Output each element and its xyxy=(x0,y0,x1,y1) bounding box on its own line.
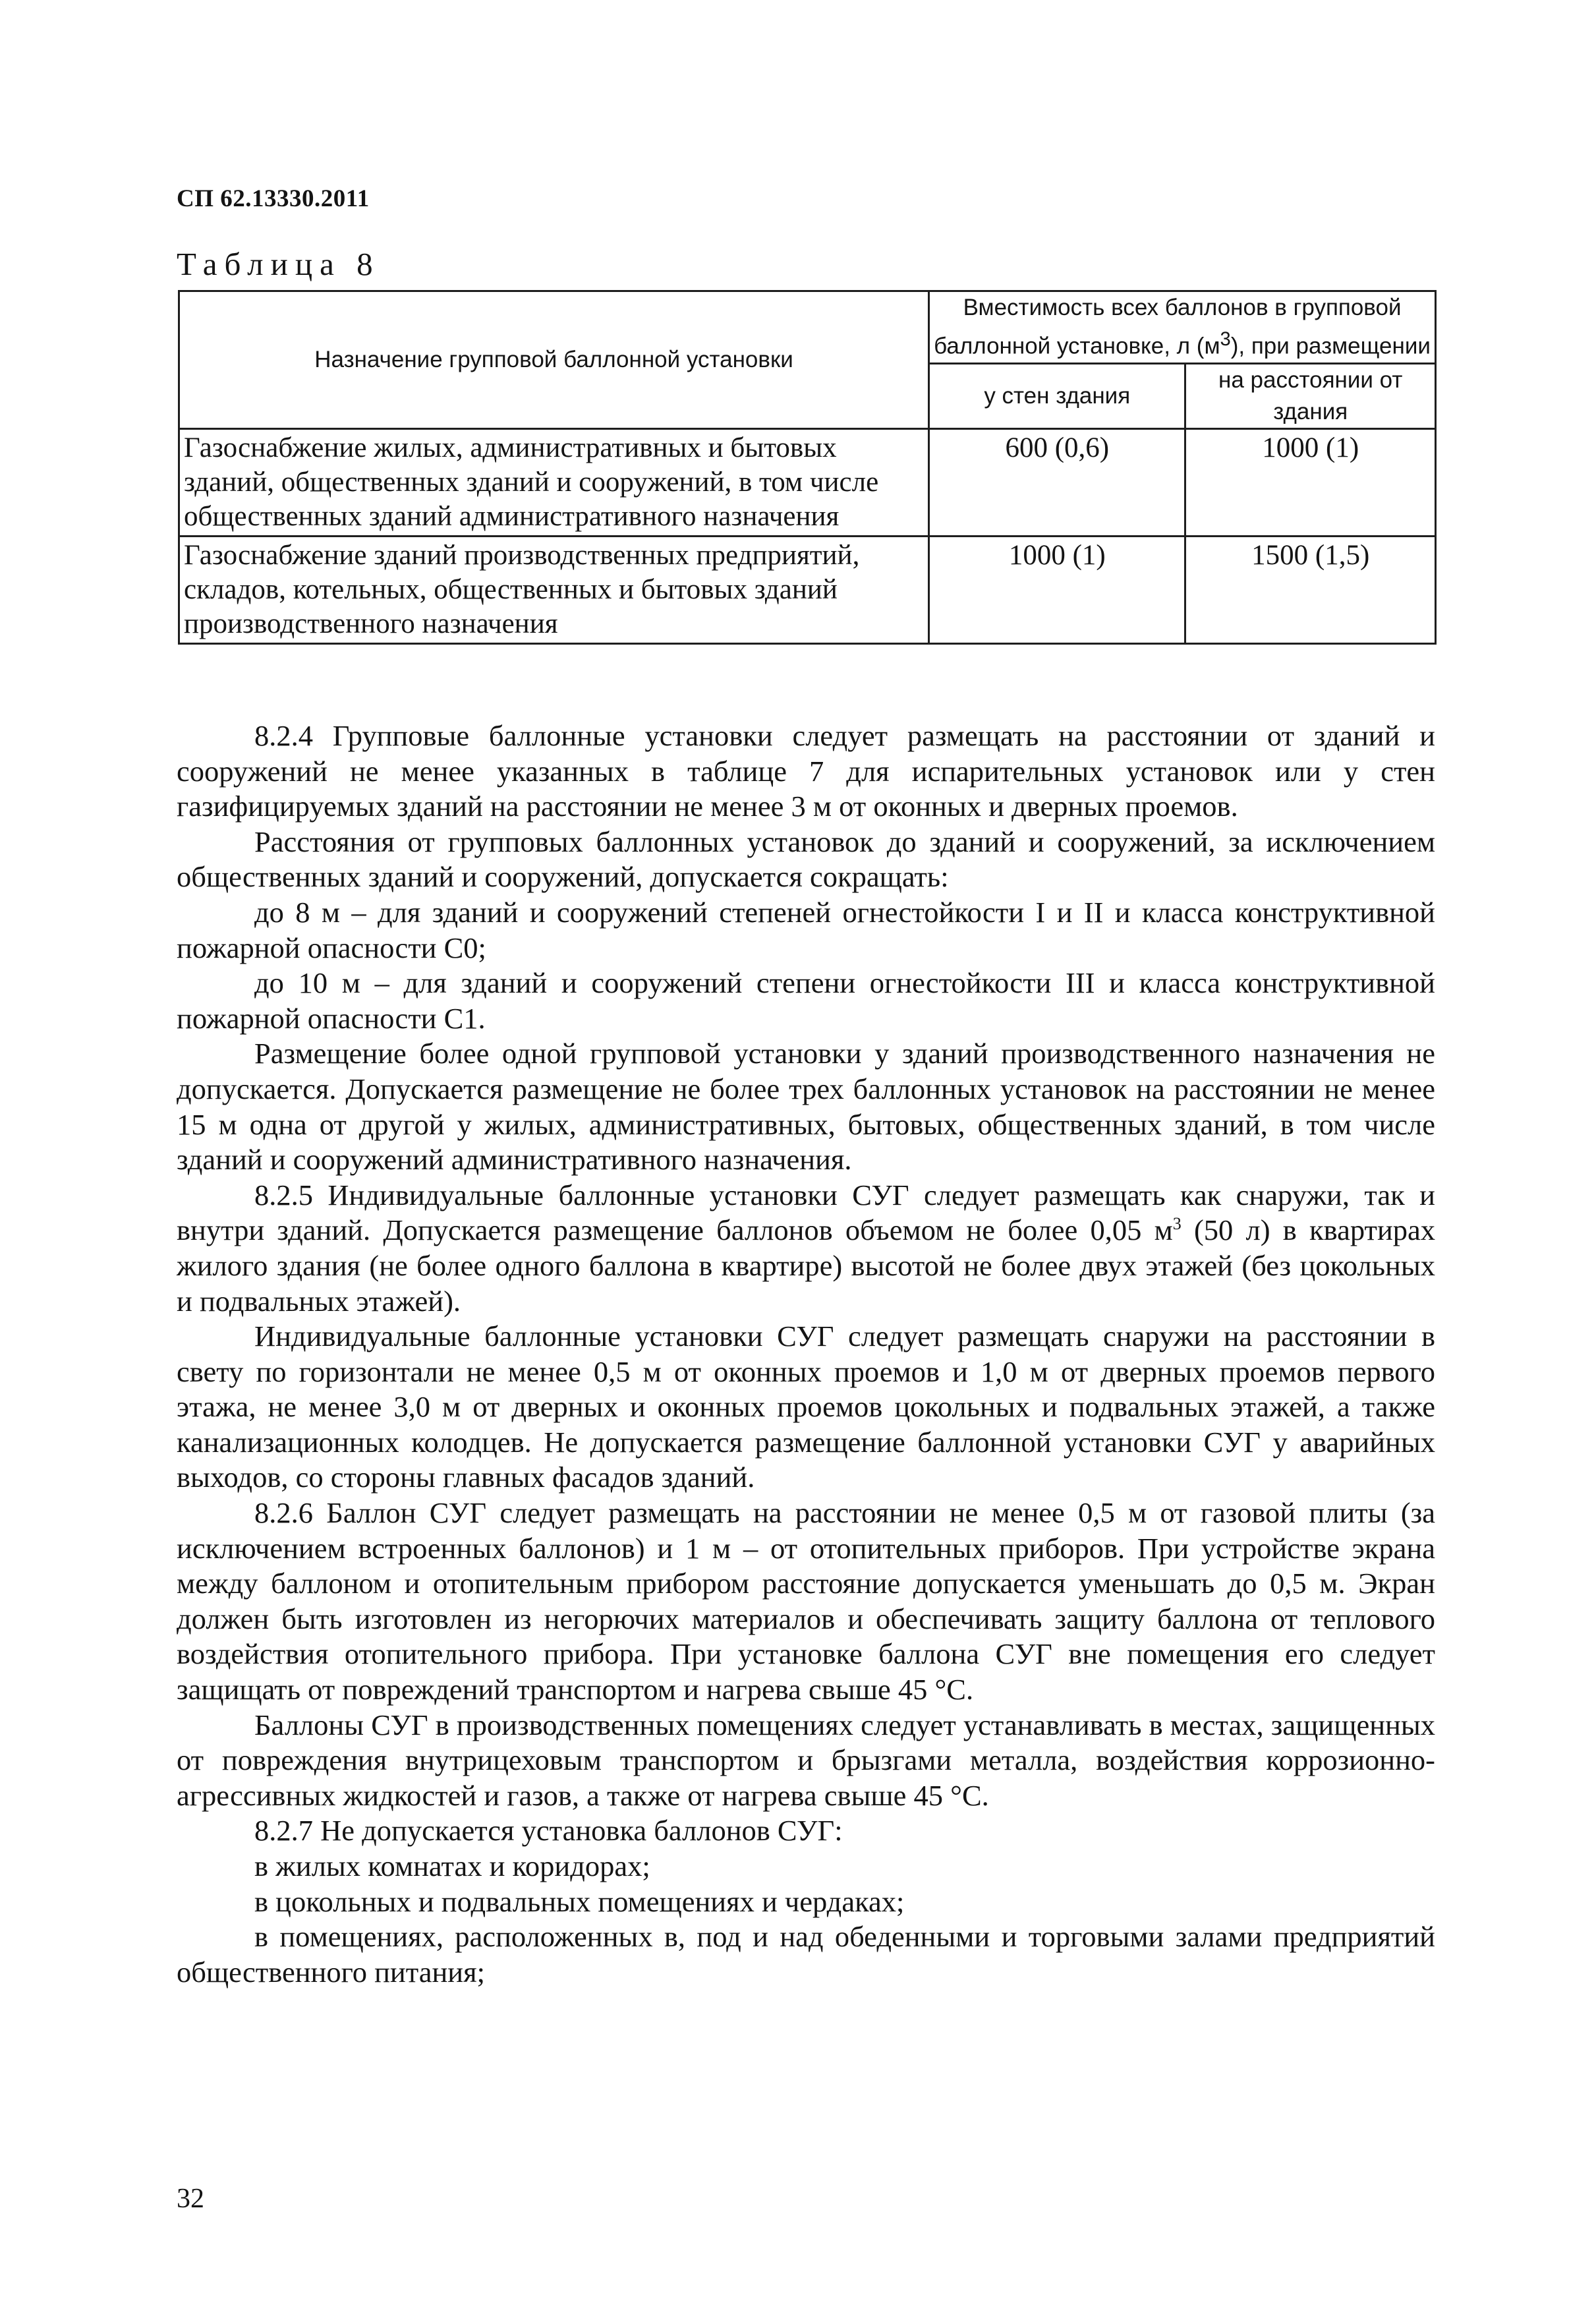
header-purpose: Назначение групповой баллонной установки xyxy=(179,291,929,429)
row-near-walls: 1000 (1) xyxy=(929,536,1185,643)
header-at-distance: на расстоянии от здания xyxy=(1185,363,1436,428)
paragraph-8-2-6: 8.2.6 Баллон СУГ следует размещать на расстоянии не менее 0,5 м от газовой плиты (за исключением встроенных баллонов) и 1 м – от отопительных приборов. При устройстве экрана между баллоном и отопительным прибором расстояние допускается уменьшать до 0,5 м. Экран должен быть изготовлен из негорючих материалов и обеспечивать защиту баллона от теплового воздействия отопительного прибора. При установке баллона СУГ вне помещения его следует защищать от повреждений транспортом и нагрева свыше 45 °С. xyxy=(177,1496,1435,1706)
capacity-table xyxy=(178,290,1437,645)
list-item: в цокольных и подвальных помещениях и чердаках; xyxy=(254,1884,905,1918)
table-row xyxy=(179,428,1436,536)
paragraph: Баллоны СУГ в производственных помещениях следует устанавливать в местах, защищенных от повреждения внутрицеховым транспортом и брызгами металла, воздействия коррозионно-агрессивных жидкостей и газов, а также от нагрева свыше 45 °С. xyxy=(177,1708,1435,1812)
table-caption: Таблица 8 xyxy=(177,246,380,282)
list-item: до 8 м – для зданий и сооружений степеней огнестойкости I и II и класса конструктивной пожарной опасности С0; xyxy=(177,895,1435,964)
row-near-walls: 600 (0,6) xyxy=(929,428,1185,536)
paragraph-8-2-4: 8.2.4 Групповые баллонные установки следует размещать на расстоянии от зданий и сооружений не менее указанных в таблице 7 для испарительных установок или у стен газифицируемых зданий на расстоянии не менее 3 м от оконных и дверных проемов. xyxy=(177,719,1435,823)
header-capacity: Вместимость всех баллонов в групповой баллонной установке, л $(м^3)$, при размещении xyxy=(929,291,1436,364)
row-purpose: Газоснабжение жилых, административных и бытовых зданий, общественных зданий и сооружений, в том числе общественных зданий административного назначения xyxy=(179,428,929,536)
list-item: до 10 м – для зданий и сооружений степени огнестойкости III и класса конструктивной пожарной опасности С1. xyxy=(177,966,1435,1035)
row-purpose: Газоснабжение зданий производственных предприятий, складов, котельных, общественных и бытовых зданий производственного назначения xyxy=(179,536,929,643)
row-at-distance: 1000 (1) xyxy=(1185,428,1436,536)
list-item: в помещениях, расположенных в, под и над обеденными и торговыми залами предприятий общественного питания; xyxy=(177,1920,1435,1989)
list-item: в жилых комнатах и коридорах; xyxy=(254,1849,650,1882)
paragraph-8-2-5: 8.2.5 Индивидуальные баллонные установки СУГ следует размещать как снаружи, так и внутри зданий. Допускается размещение баллонов объемом не более 0,05 $м^3$ (50 л) в квартирах жилого здания (не более одного баллона в квартире) высотой не более двух этажей (без цокольных и подвальных этажей). xyxy=(177,1178,1436,1318)
page-number: 32 xyxy=(177,2184,204,2214)
paragraph: Индивидуальные баллонные установки СУГ следует размещать снаружи на расстоянии в свету по горизонтали не менее 0,5 м от оконных проемов и 1,0 м от дверных проемов первого этажа, не менее 3,0 м от дверных и оконных проемов цокольных и подвальных этажей, а также канализационных колодцев. Не допускается размещение баллонной установки СУГ у аварийных выходов, со стороны главных фасадов зданий. xyxy=(177,1320,1435,1494)
paragraph: Расстояния от групповых баллонных установок до зданий и сооружений, за исключением общественных зданий и сооружений, допускается сокращать: xyxy=(177,825,1435,894)
table-header-row xyxy=(179,291,1436,364)
paragraph: Размещение более одной групповой установки у зданий производственного назначения не допускается. Допускается размещение не более трех баллонных установок на расстоянии не менее 15 м одна от другой у жилых, административных, бытовых, общественных зданий, в том числе зданий и сооружений административного назначения. xyxy=(177,1037,1435,1177)
table-row xyxy=(179,536,1436,643)
document-code: СП 62.13330.2011 xyxy=(177,185,370,212)
row-at-distance: 1500 (1,5) xyxy=(1185,536,1436,643)
header-near-walls: у стен здания xyxy=(929,363,1185,428)
body-text xyxy=(177,718,1435,1990)
paragraph-8-2-7: 8.2.7 Не допускается установка баллонов СУГ: xyxy=(254,1814,843,1847)
